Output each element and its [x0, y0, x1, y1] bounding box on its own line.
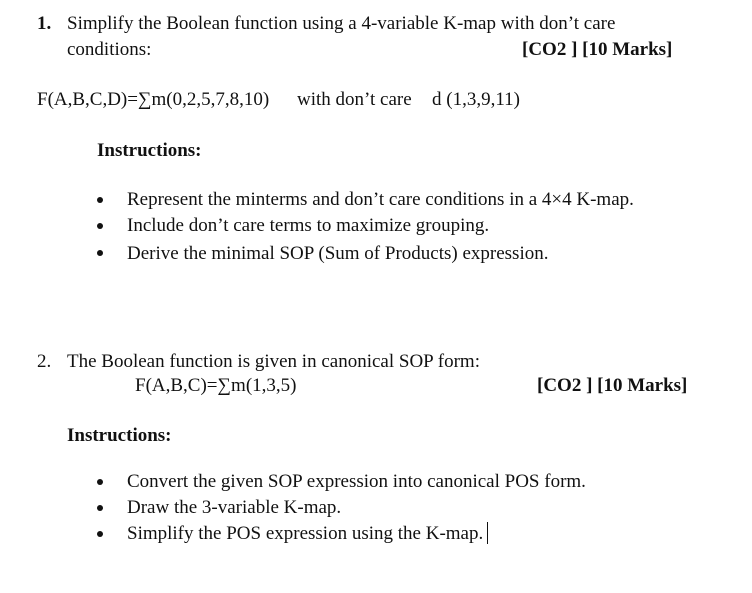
question-1-number: 1. — [37, 13, 52, 34]
question-1-text-line-2: conditions: — [67, 39, 152, 60]
question-1-dont-care-label: with don’t care — [297, 89, 412, 110]
text-cursor-caret — [487, 522, 488, 544]
bullet-icon — [97, 505, 103, 511]
question-2-function: F(A,B,C)=∑m(1,3,5) — [135, 375, 297, 396]
question-2-text-line-1: The Boolean function is given in canonical SOP form: — [67, 351, 480, 372]
question-1-function: F(A,B,C,D)=∑m(0,2,5,7,8,10) — [37, 89, 270, 110]
bullet-icon — [97, 223, 103, 229]
instruction-text: Draw the 3-variable K-map. — [127, 497, 342, 518]
question-1-text-line-1: Simplify the Boolean function using a 4-variable K-map with don’t care — [67, 13, 616, 34]
question-2-number: 2. — [37, 351, 52, 372]
question-1-instructions-heading: Instructions: — [97, 140, 202, 161]
question-2-instructions-heading: Instructions: — [67, 425, 172, 446]
bullet-icon — [97, 479, 103, 485]
instruction-text: Represent the minterms and don’t care conditions in a 4×4 K-map. — [127, 189, 634, 210]
instruction-text: Convert the given SOP expression into canonical POS form. — [127, 471, 586, 492]
question-2-marks: [CO2 ] [10 Marks] — [537, 375, 688, 396]
bullet-icon — [97, 250, 103, 256]
question-1-marks: [CO2 ] [10 Marks] — [522, 39, 673, 60]
instruction-text: Simplify the POS expression using the K-map. — [127, 523, 484, 544]
bullet-icon — [97, 531, 103, 537]
instruction-text: Include don’t care terms to maximize grouping. — [127, 215, 490, 236]
question-1-dont-care-terms: d (1,3,9,11) — [432, 89, 520, 110]
bullet-icon — [97, 197, 103, 203]
instruction-text: Derive the minimal SOP (Sum of Products) expression. — [127, 243, 549, 264]
